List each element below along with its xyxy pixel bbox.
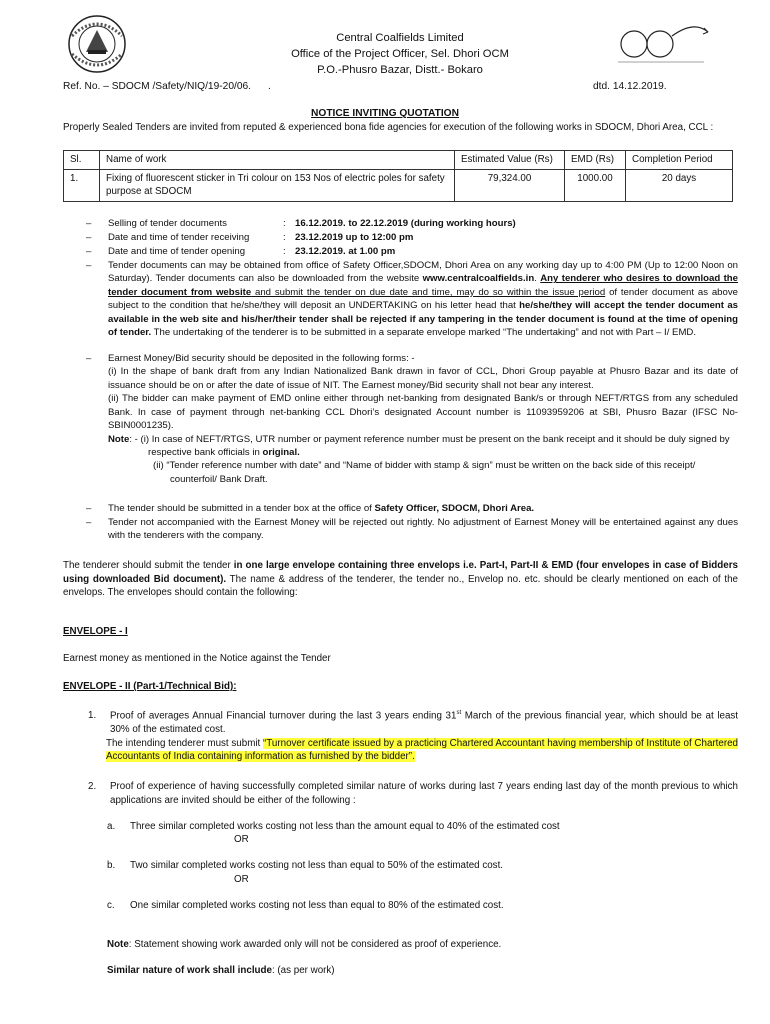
work-table: [63, 150, 733, 202]
reference-row: [63, 80, 713, 94]
emd-option-i: (i) In the shape of bank draft from any Indian Nationalized Bank drawn in favor of CCL, Dhori Group payable at Phusro Bazar and its date of issuance should be on or after the date of issue of NIT. The Earnest money/Bid security shall not bear any interest.: [108, 366, 738, 391]
ccl-hindi-emblem: [604, 24, 714, 72]
tender-documents-text: Tender documents can may be obtained from office of Safety Officer,SDOCM, Dhori Area on any working day up to 4:00 PM (Up to 12:00 Noon on Saturday). Tender documents can also be downloaded from the website www.centralcoalfields.in. Any tenderer who desires to download the tender document from website and submit the tender on due date and time, may do so within the issue period of tender document as above subject to the condition that he/she/they will deposit an UNDERTAKING on his letter head that he/she/they will accept the tender document as available in the web site and his/her/their tender shall be rejected if any tampering in the tender document is found at the time of opening of tender. The undertaking of the tenderer is to be submitted in a separate envelope marked “The undertaking” and not with Part – I/ EMD.: [108, 260, 738, 339]
schedule-label: Selling of tender documents: [108, 218, 227, 229]
envelope-2-heading: ENVELOPE - II (Part-1/Technical Bid):: [63, 681, 237, 692]
experience-requirement: Proof of experience of having successfully completed similar nature of works during last 7 years ending last day of the month previous to which applications are invited should be either of the following :: [110, 781, 738, 806]
issue-date: dtd. 14.12.2019.: [593, 81, 667, 92]
emd-note-ii: (ii) “Tender reference number with date” and “Name of bidder with stamp & sign” must be written on the back side of this receipt/: [153, 460, 696, 472]
option-c: One similar completed works costing not less than equal to 80% of the estimated cost.: [130, 900, 504, 911]
cell-estimated: 79,324.00: [455, 169, 565, 201]
rejection-text: Tender not accompanied with the Earnest Money will be rejected out rightly. No adjustment of Earnest Money will be entertained against any dues with the tenderers with the company.: [108, 517, 738, 542]
org-name: Central Coalfields Limited: [336, 32, 464, 44]
cell-period: 20 days: [626, 169, 733, 201]
intro-text: Properly Sealed Tenders are invited from reputed & experienced bona fide agencies for execution of the following works in SDOCM, Dhori Area, CCL :: [63, 122, 714, 133]
schedule-value: 23.12.2019. at 1.00 pm: [295, 246, 396, 257]
col-period: Completion Period: [626, 151, 733, 170]
option-b: Two similar completed works costing not less than equal to 50% of the estimated cost.: [130, 860, 504, 871]
office-name: Office of the Project Officer, Sel. Dhori OCM: [291, 48, 509, 60]
col-emd: EMD (Rs): [565, 151, 626, 170]
table-header-row: [64, 151, 733, 170]
emd-note: Note: - (i) In case of NEFT/RTGS, UTR number or payment reference number must be present on the bank receipt and it should be duly signed by: [108, 433, 730, 445]
emd-heading: Earnest Money/Bid security should be deposited in the following forms: -: [108, 353, 415, 364]
emd-option-ii: (ii) The bidder can make payment of EMD online either through net-banking from designated Bank/s or through NEFT/RTGS from any scheduled Bank. In case of payment through net-banking CCL Dhori’s designated Account number is 11093959206 at SBI, Phusro Bazar (IFSC No-SBIN0001235).: [108, 393, 738, 432]
schedule-label: Date and time of tender opening: [108, 246, 246, 257]
option-a: Three similar completed works costing not less than the amount equal to 40% of the estimated cost: [130, 821, 560, 832]
schedule-value: 16.12.2019. to 22.12.2019 (during working hours): [295, 218, 516, 229]
office-address: P.O.-Phusro Bazar, Distt.- Bokaro: [317, 64, 483, 76]
cell-work: Fixing of fluorescent sticker in Tri colour on 153 Nos of electric poles for safety purpose at SDOCM: [100, 169, 455, 201]
turnover-requirement: Proof of averages Annual Financial turnover during the last 3 years ending 31st March of the previous financial year, which should be at least 30% of the estimated cost. The intending tenderer must submit “Turnover certificate issued by a practicing Chartered Accountant having membership of Institute of Chartered Accountants of India containing information as furnished by the bidder”.: [106, 710, 739, 763]
envelope-1-heading: ENVELOPE - I: [63, 626, 128, 637]
website-link[interactable]: www.centralcoalfields.in: [422, 273, 535, 285]
item-number: 2.: [88, 781, 97, 792]
col-sl: Sl.: [64, 151, 100, 170]
schedule-label: Date and time of tender receiving: [108, 232, 250, 243]
table-row: [64, 169, 733, 201]
envelope-instructions: The tenderer should submit the tender in one large envelope containing three envelops i.e. Part-I, Part-II & EMD (four envelopes in case of Bidders using downloaded Bid document). The name & address of the tenderer, the tender no., Envelop no. etc. should be clearly mentioned on each of the envelops. The envelopes should contain the following:: [63, 560, 739, 599]
item-number: 1.: [88, 710, 97, 721]
cell-sl: 1.: [64, 169, 100, 201]
envelope-1-text: Earnest money as mentioned in the Notice against the Tender: [63, 653, 331, 664]
similar-work-note: Similar nature of work shall include: (as per work): [107, 965, 335, 976]
cell-emd: 1000.00: [565, 169, 626, 201]
ccl-logo: [62, 14, 132, 74]
page-title: NOTICE INVITING QUOTATION: [311, 108, 459, 119]
highlighted-requirement: “Turnover certificate issued by a practicing Chartered Accountant having membership of Institute of Chartered Accountants of India containing information as furnished by the bidder”.: [106, 737, 738, 763]
experience-note: Note: Statement showing work awarded only will not be considered as proof of experience.: [107, 939, 502, 950]
schedule-value: 23.12.2019 up to 12:00 pm: [295, 232, 414, 243]
letterhead: [250, 30, 550, 78]
reference-number: Ref. No. – SDOCM /Safety/NIQ/19-20/06. .: [63, 81, 271, 92]
col-work: Name of work: [100, 151, 455, 170]
col-estimated: Estimated Value (Rs): [455, 151, 565, 170]
